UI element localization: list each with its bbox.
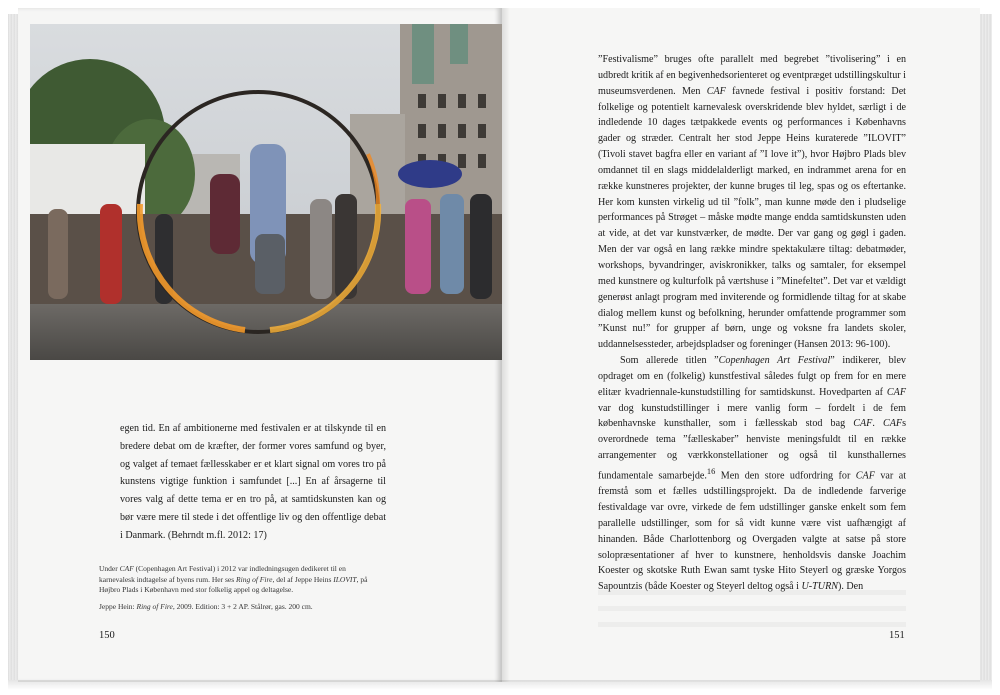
photo-caption xyxy=(99,564,379,618)
bottom-shadow xyxy=(8,680,992,690)
caption-text: Under CAF (Copenhagen Art Festival) i 2012 var indledningsugen dedikeret til en karnevalesk indtagelse af byens rum. Her ses Ring of Fire, del af Jeppe Heins ILOVIT, på Højbro Plads i København med stor folkelig appel og deltagelse. xyxy=(99,564,368,594)
caption-credit: Jeppe Hein: Ring of Fire, 2009. Edition: 3 + 2 AP. Stålrør, gas. 200 cm. xyxy=(99,601,313,611)
paragraph-1: ”Festivalisme” bruges ofte parallelt med begrebet ”tivolisering” i en udbredt kritik af en begivenhedsorienteret og eventpræget udstillingskultur i museumsverdenen. Men CAF favnede festival i positiv forstand: Det folkelige og potentielt karnevalesk overskridende blev hyldet, særligt i de indledende 10 dages tætpakkede events og performances i Københavns gader og stræder. Centralt her stod Jeppe Heins kuraterede ”ILOVIT” (Tivoli stavet bagfra eller en variant af ”I love it”), hvor Højbro Plads blev omdannet til en slags middelalderligt marked, en indrammet arena for en række kunstneres projekter, der kunne bruges til leg, spas og os eftertanke. Her kom kunsten virkelig ud til ”folk”, man kunne møde den i pludselige performances på Strøget – måske mødte mange endda samtidskunsten uden at vide, at det var kunstværker, de mødte. Der var gang og gøgl i gaden. Men der var også en lang række mindre spektakulære tiltag: debatmøder, workshops, byvandringer, aviskronikker, talks og samtaler, for eksempel med kunstnere og kulturfolk på værtshuse i ”Minefeltet”. Det var et vældigt generøst anlagt program med inviterende og formidlende tiltag for at skabe dialog mellem kunst og befolkning, herunder omfattende programmer som ”Kunst nu!” for grupper af børn, unge og voksne fra landets skoler, uddannelsessteder, arbejdspladser og foreninger (Hansen 2013: 96-100). xyxy=(598,54,906,351)
paragraph-2: Som allerede titlen ”Copenhagen Art Festival” indikerer, blev opdraget om en (folkelig) kunstfestival således fulgt op frem for en mere elitær kvadriennale-kunstudstilling for samtidskunst. Hovedparten af CAF var dog kunstudstillinger i mere vanlig form – fordelt i de fem københavnske kunsthaller, som i fællesskab stod bag CAF. CAFs overordnede tema ”fælleskaber” henviste meningsfuldt til en række arrangementer og værkkonstellationer og også til kunsthallernes fundamentale samarbejde.$^{16}$ Men den store udfordring for CAF var at fremstå som et fælles udstillingsprojekt. Da de indledende farverige festivaldage var ovre, virkede de fem udstillinger ganske enkelt som fem parallelle udstillinger, som for så vidt kunne være vist uafhængigt af hinanden. Både Charlottenborg og Overgaden valgte at satse på store solopræsentationer af hver to kunstnere, henholdsvis danske Joachim Koester og skotske Ruth Ewan samt tyske Hito Steyerl og græske Yorgos Sapountzis (både Koester og Steyerl deltog også i U-TURN). Den xyxy=(598,355,906,593)
right-body-text xyxy=(598,52,906,595)
page-edges-right xyxy=(978,14,992,680)
page-number-left: 150 xyxy=(99,630,115,641)
page-number-right: 151 xyxy=(889,630,905,641)
festival-photo xyxy=(30,24,502,360)
show-through-text xyxy=(598,590,906,628)
left-body-text: egen tid. En af ambitionerne med festivalen er at tilskynde til en bredere debat om de kræfter, der former vores samfund og byer, og valget af temaet fællesskaber er et klart signal om vores tro på kunstens vigtige funktion i samfundet [...] En af årsagerne til vores valg af dette tema er en tro på, at samtidskunsten kan og bør være mere til stede i det offentlige liv og den offentlige debat i Danmark. (Behrndt m.fl. 2012: 17) xyxy=(120,423,386,541)
